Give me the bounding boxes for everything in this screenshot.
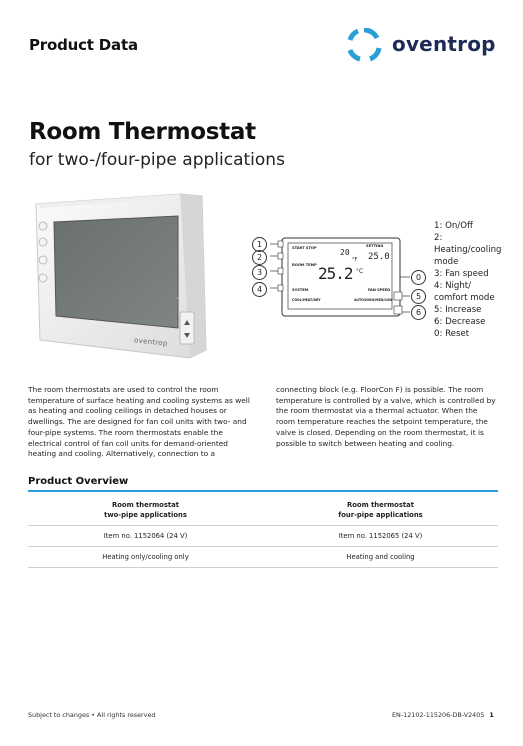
table-header-cell [263, 494, 498, 525]
callout-1: 1 [252, 237, 267, 252]
lcd-small-unit: °F [352, 257, 358, 263]
lcd-big-value: 25.2 [318, 264, 353, 283]
text-line: connecting block (e.g. FloorCon F) is possible. The room [276, 385, 484, 394]
legend-item: 4: Night/ [434, 281, 472, 291]
header-line: Room thermostat [112, 501, 179, 509]
table-cell: Heating only/cooling only [102, 553, 189, 561]
lcd-big-unit: °C [356, 268, 364, 275]
table-cell: Item no. 1152064 (24 V) [103, 532, 188, 540]
table-row [28, 526, 498, 547]
footer-page-number: 1 [489, 711, 494, 719]
text-line: the room thermostat via a thermal actuator. When the [276, 406, 478, 416]
logo-wordmark: oventrop [392, 32, 496, 56]
oventrop-logo [340, 28, 500, 62]
callout-2: 2 [252, 250, 267, 265]
product-overview-table [28, 494, 498, 568]
header-line: two-pipe applications [104, 511, 187, 519]
footer-doc-info [392, 711, 494, 719]
photo-brand-label: oventrop [133, 336, 169, 348]
table-header-row [28, 494, 498, 526]
thermostat-diagram [248, 226, 434, 326]
footer-disclaimer: Subject to changes • All rights reserved [28, 711, 156, 719]
callout-4: 4 [252, 282, 267, 297]
lcd-fan-speed: FAN SPEED [368, 288, 391, 292]
text-line: four-pipe systems. The room thermostats enable the [28, 427, 223, 437]
text-line: possible to switch between heating and cooling. [276, 438, 455, 448]
legend-item: 0: Reset [434, 329, 470, 339]
lcd-setting: SETTING [366, 244, 384, 248]
lcd-small-value-1: 20 [340, 248, 350, 257]
legend-item: 3: Fan speed [434, 269, 489, 279]
section-title-overview: Product Overview [28, 476, 129, 487]
text-line: room temperature reaches the setpoint temperature, the [276, 417, 488, 427]
lcd-small-value-2: 25.0 [368, 252, 390, 262]
text-line: The room thermostats are used to control the room [28, 385, 219, 394]
description-column-2 [276, 385, 508, 449]
text-line: electrical control of fan coil units for demand-oriented [28, 438, 228, 448]
legend-item: mode [434, 257, 459, 267]
callout-0: 0 [411, 270, 426, 285]
description-column-1 [28, 385, 260, 460]
page-subtitle: for two-/four-pipe applications [29, 150, 285, 170]
lcd-cool-heat: COOL/HEAT/DRY [292, 298, 321, 302]
lcd-auto-speeds: AUTO/HIGH/MED/LOW [354, 298, 393, 302]
table-header-cell [28, 494, 263, 525]
table-cell: Heating and cooling [346, 553, 415, 561]
footer-doc-code: EN-12102-115206-DB-V2405 [392, 711, 485, 719]
table-cell: Item no. 1152065 (24 V) [338, 532, 423, 540]
lcd-start-stop: START STOP [292, 246, 317, 250]
text-line: temperature of surface heating and cooling systems as well [28, 395, 250, 405]
table-row [28, 547, 498, 568]
text-line: temperature is controlled by a valve, which is controlled by [276, 395, 496, 405]
page-title: Room Thermostat [29, 119, 256, 145]
legend-item: 2: [434, 233, 443, 243]
callout-5: 5 [411, 289, 426, 304]
header-line: Room thermostat [347, 501, 414, 509]
lcd-system: SYSTEM [292, 288, 309, 292]
text-line: valve is closed. Depending on the room thermostat, it is [276, 427, 484, 437]
text-line: dwellings. The are designed for fan coil units with two- and [28, 417, 247, 427]
legend-item: 1: On/Off [434, 221, 473, 231]
product-photo [30, 190, 215, 360]
lcd-room-temp: ROOM TEMP [292, 263, 317, 267]
legend-item: comfort mode [434, 293, 495, 303]
callout-6: 6 [411, 305, 426, 320]
text-line: heating and cooling. Alternatively, connection to a [28, 449, 216, 459]
header-line: four-pipe applications [338, 511, 423, 519]
legend-item: 5: Increase [434, 305, 482, 315]
legend-item: Heating/cooling [434, 245, 502, 255]
legend-item: 6: Decrease [434, 317, 486, 327]
callout-3: 3 [252, 265, 267, 280]
section-divider [28, 490, 498, 492]
text-line: as heating and cooling ceilings in detached houses or [28, 406, 227, 416]
header-title: Product Data [29, 36, 138, 54]
oventrop-logo-mark-icon [344, 28, 384, 62]
diagram-legend [434, 220, 519, 340]
